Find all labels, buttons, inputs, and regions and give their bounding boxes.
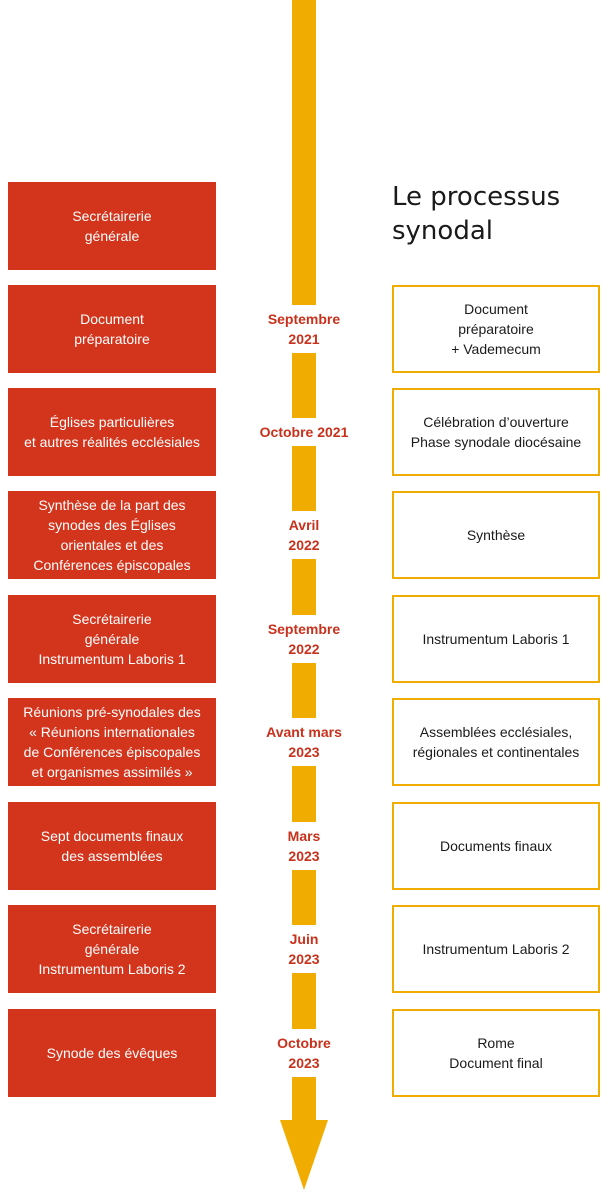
step-date-label: Octobre 2023 (246, 1029, 362, 1077)
step-date-label: Juin 2023 (246, 925, 362, 973)
step-left-box: Synode des évêques (8, 1009, 216, 1097)
step-right-box: Synthèse (392, 491, 600, 579)
step-right-box: Instrumentum Laboris 1 (392, 595, 600, 683)
step-right-box: Document préparatoire + Vademecum (392, 285, 600, 373)
step-left-box: Secrétairerie générale (8, 182, 216, 270)
step-date-label: Mars 2023 (246, 822, 362, 870)
step-right-box: Instrumentum Laboris 2 (392, 905, 600, 993)
step-left-box: Secrétairerie générale Instrumentum Laboris 2 (8, 905, 216, 993)
timeline-arrow-head (280, 1120, 328, 1190)
step-right-box: Assemblées ecclésiales, régionales et continentales (392, 698, 600, 786)
step-left-box: Sept documents finaux des assemblées (8, 802, 216, 890)
step-date-label: Avant mars 2023 (246, 718, 362, 766)
step-date-label: Octobre 2021 (246, 418, 362, 446)
step-left-box: Secrétairerie générale Instrumentum Laboris 1 (8, 595, 216, 683)
step-date-label: Avril 2022 (246, 511, 362, 559)
step-left-box: Document préparatoire (8, 285, 216, 373)
diagram-title: Le processus synodal (392, 182, 561, 246)
step-left-box: Réunions pré-synodales des « Réunions internationales de Conférences épiscopales et organismes assimilés » (8, 698, 216, 786)
step-right-box: Documents finaux (392, 802, 600, 890)
step-left-box: Synthèse de la part des synodes des Églises orientales et des Conférences épiscopales (8, 491, 216, 579)
step-date-label: Septembre 2021 (246, 305, 362, 353)
step-date-label: Septembre 2022 (246, 615, 362, 663)
step-right-box: Rome Document final (392, 1009, 600, 1097)
step-right-box: Célébration d’ouverture Phase synodale diocésaine (392, 388, 600, 476)
step-left-box: Églises particulières et autres réalités ecclésiales (8, 388, 216, 476)
